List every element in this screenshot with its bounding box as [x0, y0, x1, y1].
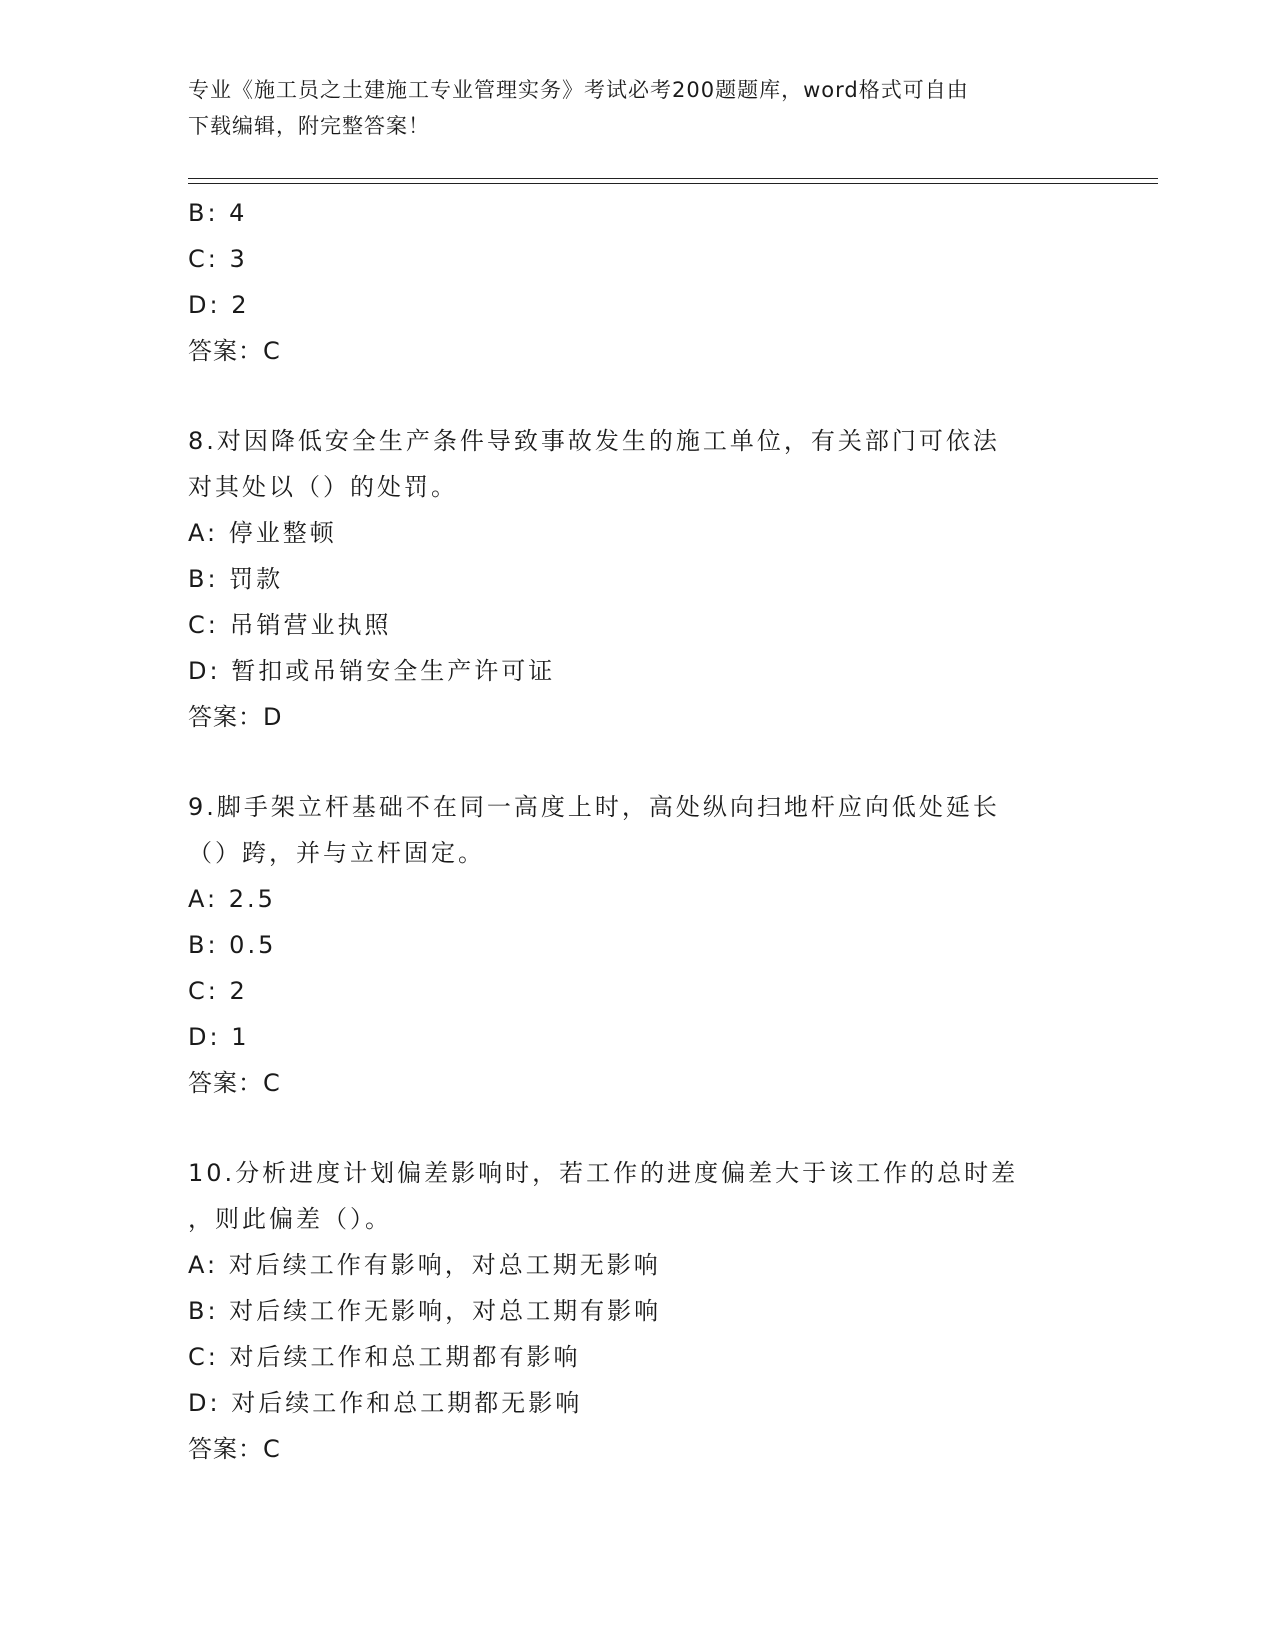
question-stem-line-1: 9.脚手架立杆基础不在同一高度上时，高处纵向扫地杆应向低处延长: [188, 793, 1000, 821]
option-d: D: 暂扣或吊销安全生产许可证: [188, 657, 556, 685]
question-7-continuation: [188, 190, 1088, 374]
answer: 答案：C: [188, 1435, 281, 1463]
question-stem-line-1: 10.分析进度计划偏差影响时，若工作的进度偏差大于该工作的总时差: [188, 1159, 1019, 1187]
answer: 答案：D: [188, 703, 283, 731]
option-d: D: 对后续工作和总工期都无影响: [188, 1389, 583, 1417]
answer: 答案：C: [188, 337, 281, 365]
question-9: [188, 784, 1088, 1106]
header-line-2: 下载编辑，附完整答案！: [188, 114, 430, 138]
question-8: [188, 418, 1088, 740]
header-divider-bottom: [188, 183, 1158, 184]
option-c: C: 2: [188, 977, 248, 1005]
question-stem-line-1: 8.对因降低安全生产条件导致事故发生的施工单位，有关部门可依法: [188, 427, 1000, 455]
question-stem-line-2: （）跨，并与立杆固定。: [188, 839, 485, 867]
document-header: [188, 72, 1088, 144]
option-a: A: 2.5: [188, 885, 276, 913]
option-b: B: 4: [188, 199, 248, 227]
option-c: C: 3: [188, 245, 248, 273]
option-a: A: 对后续工作有影响，对总工期无影响: [188, 1251, 661, 1279]
question-10: [188, 1150, 1088, 1472]
header-line-1: 专业《施工员之土建施工专业管理实务》考试必考200题题库，word格式可自由: [188, 78, 969, 102]
option-d: D: 2: [188, 291, 250, 319]
option-b: B: 0.5: [188, 931, 277, 959]
option-a: A: 停业整顿: [188, 519, 337, 547]
question-stem-line-2: 对其处以（）的处罚。: [188, 473, 458, 501]
answer: 答案：C: [188, 1069, 281, 1097]
option-c: C: 对后续工作和总工期都有影响: [188, 1343, 581, 1371]
header-divider-top: [188, 178, 1158, 179]
option-d: D: 1: [188, 1023, 250, 1051]
question-stem-line-2: ，则此偏差（）。: [188, 1205, 392, 1233]
question-content: [188, 190, 1088, 1472]
option-b: B: 对后续工作无影响，对总工期有影响: [188, 1297, 662, 1325]
option-c: C: 吊销营业执照: [188, 611, 392, 639]
option-b: B: 罚款: [188, 565, 284, 593]
